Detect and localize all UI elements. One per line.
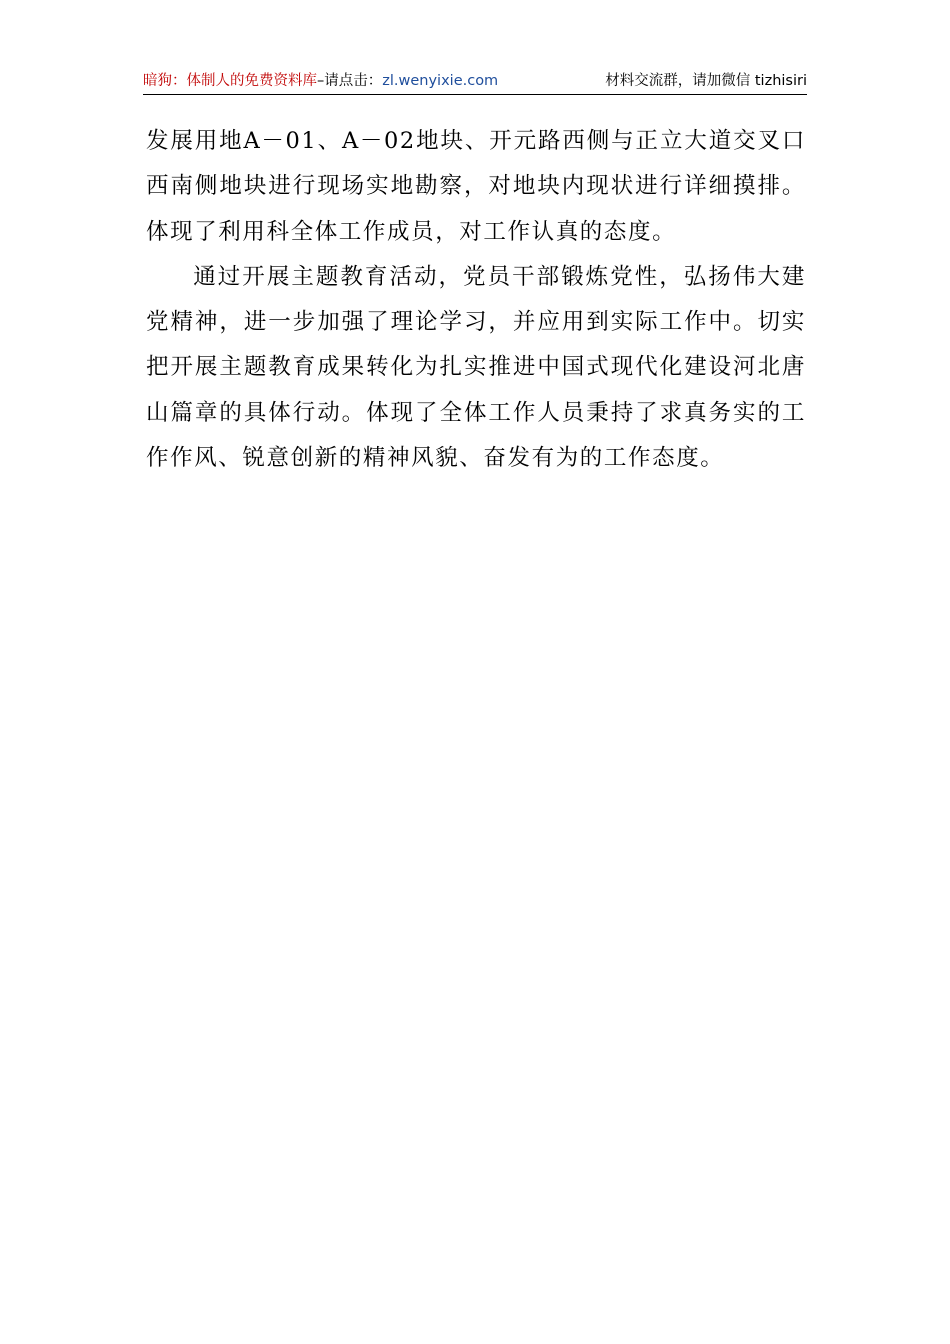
header-prompt-text: –请点击： xyxy=(317,73,383,89)
header-brand-text: 暗狗：体制人的免费资料库 xyxy=(143,73,317,89)
header-site-link[interactable]: zl.wenyixie.com xyxy=(382,73,499,89)
paragraph-2: 通过开展主题教育活动，党员干部锻炼党性，弘扬伟大建党精神，进一步加强了理论学习，并应用到实际工作中。切实把开展主题教育成果转化为扎实推进中国式现代化建设河北唐山篇章的具体行动。体现了全体工作人员秉持了求真务实的工作作风、锐意创新的精神风貌、奋发有为的工作态度。 xyxy=(146,263,806,472)
header-divider xyxy=(143,94,807,95)
paragraph-1: 发展用地A－01、A－02地块、开元路西侧与正立大道交叉口西南侧地块进行现场实地勘察，对地块内现状进行详细摸排。体现了利用科全体工作成员，对工作认真的态度。 xyxy=(146,128,806,245)
document-body xyxy=(146,119,806,481)
page-header xyxy=(143,68,807,94)
header-contact-text: 材料交流群，请加微信 tizhisiri xyxy=(605,73,807,89)
header-left xyxy=(143,68,498,94)
